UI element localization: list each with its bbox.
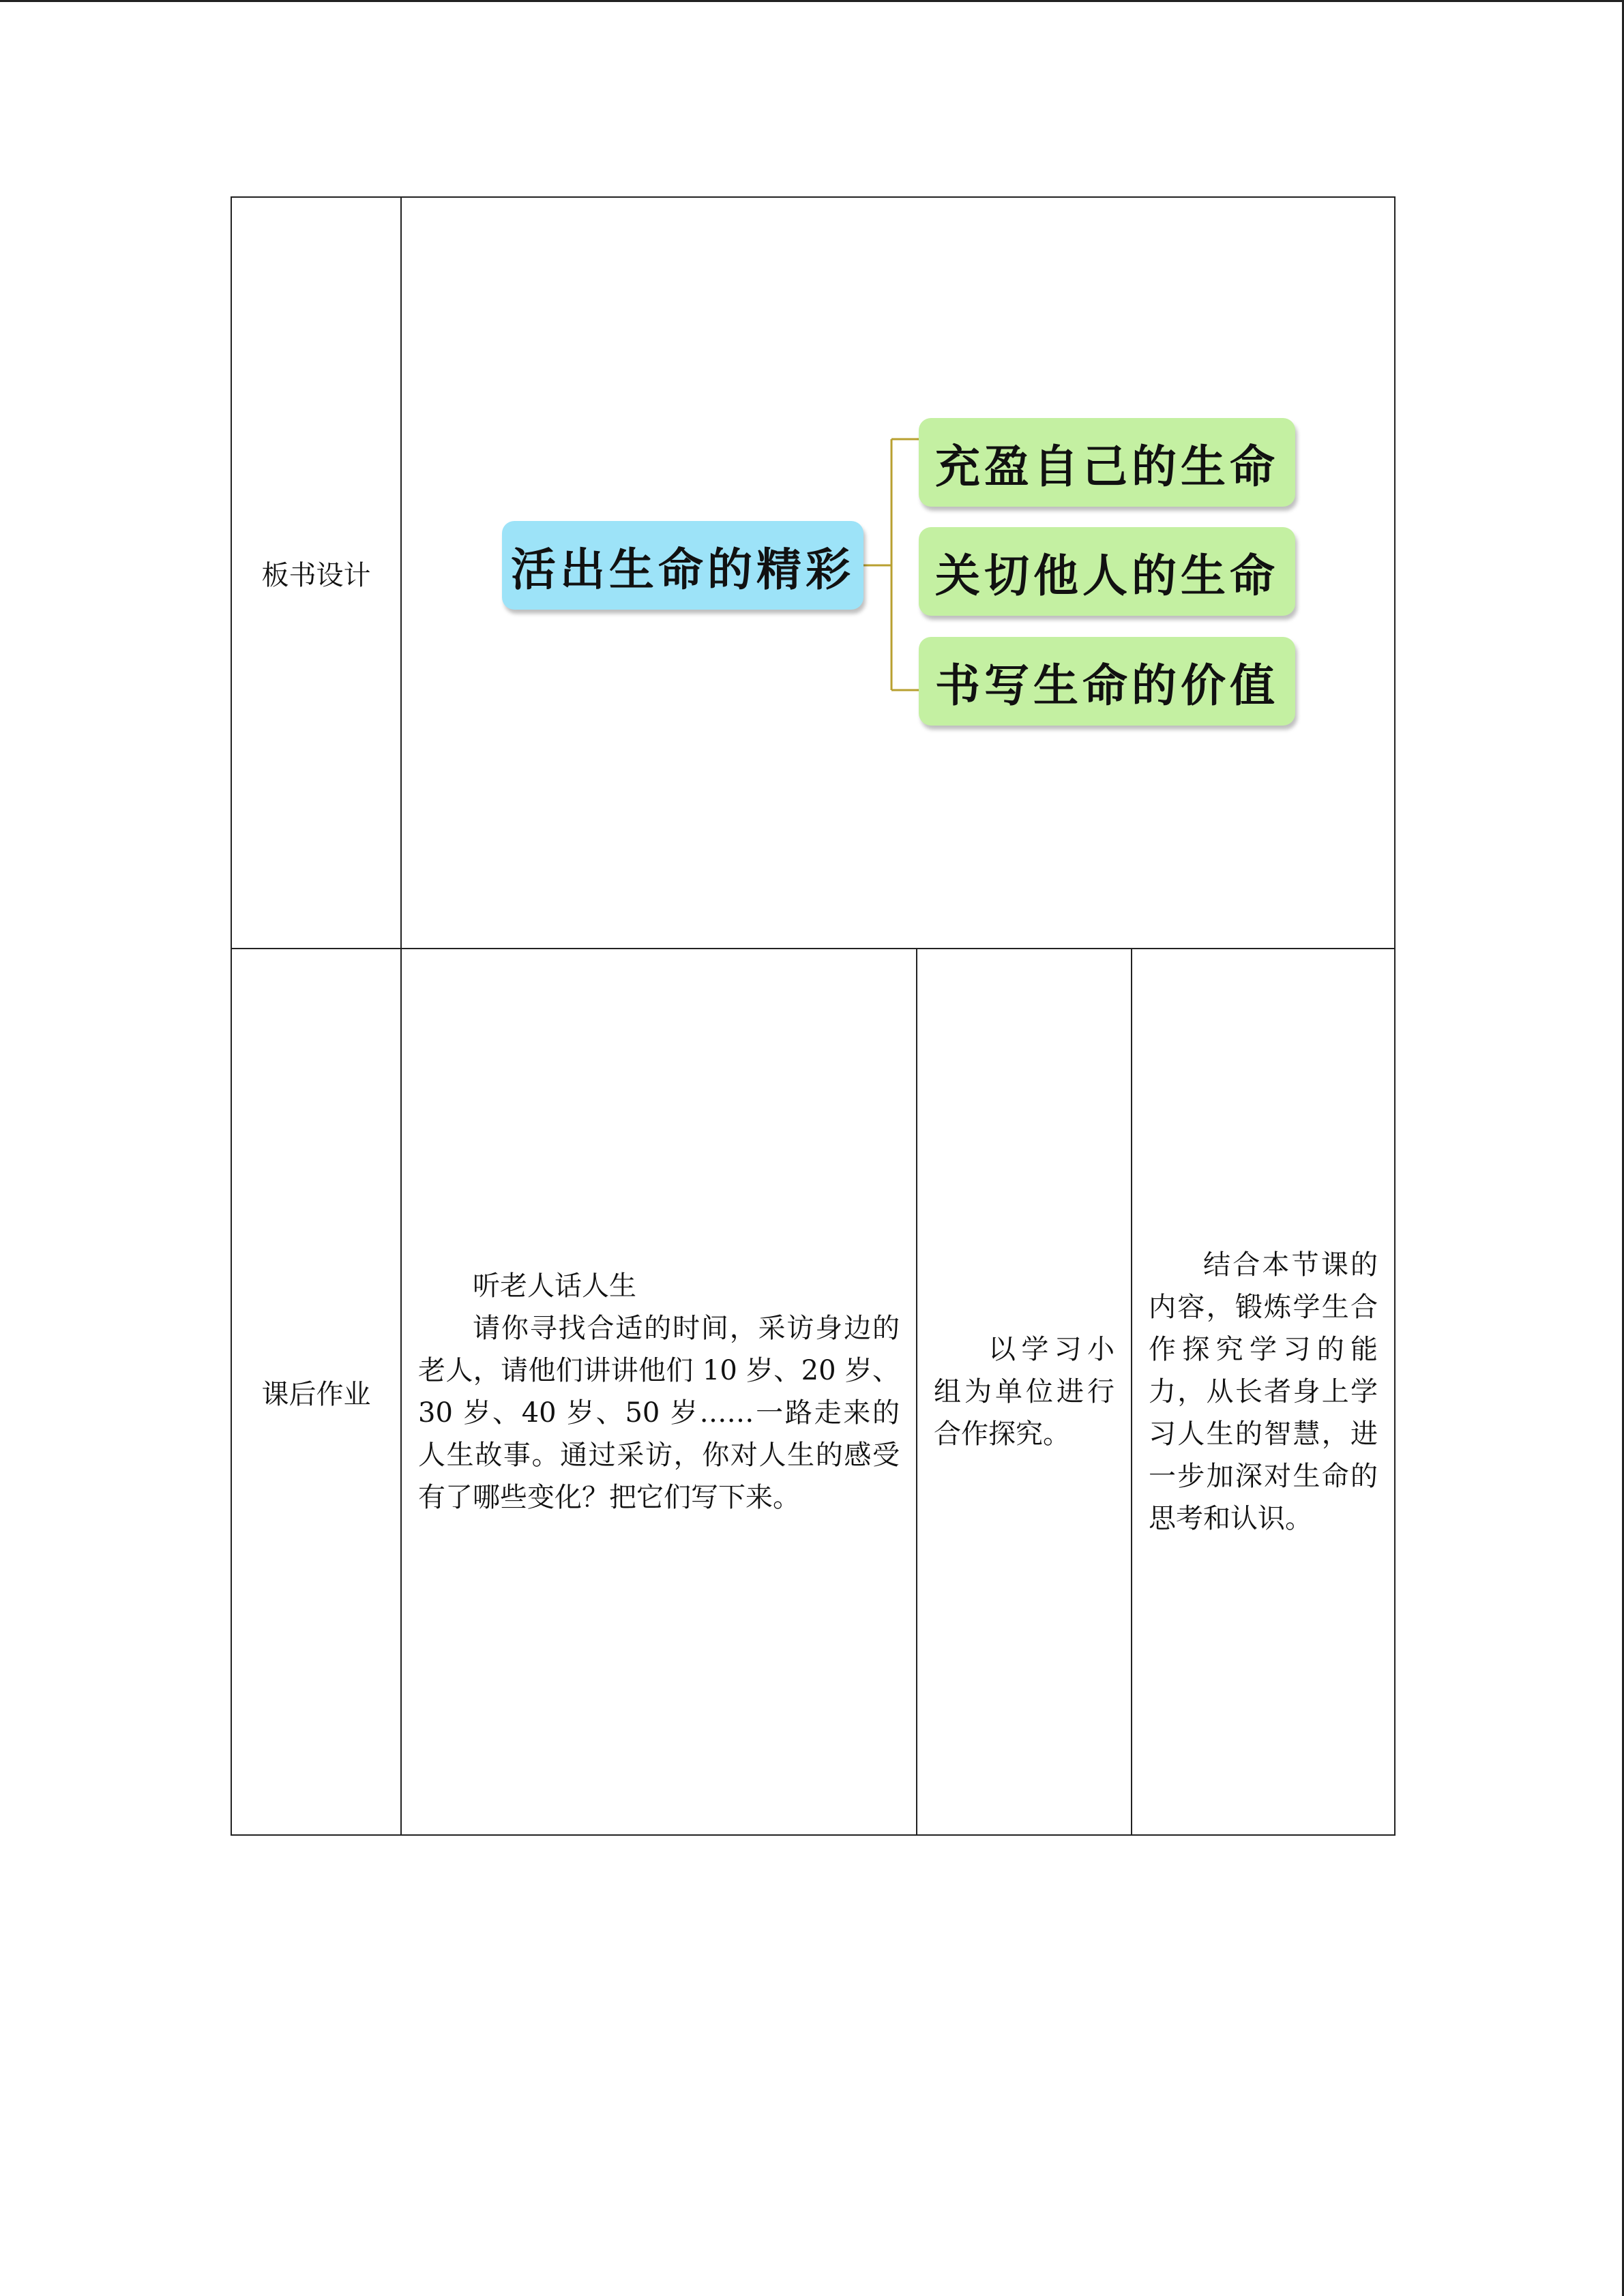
board-design-label: 板书设计 — [231, 197, 401, 949]
homework-purpose: 结合本节课的内容，锻炼学生合作探究学习的能力，从长者身上学习人生的智慧，进一步加深对生命的思考和认识。 — [1149, 1249, 1378, 1534]
mind-map-branch-2: 关切他人的生命 — [919, 527, 1295, 616]
mind-map-branch-1: 充盈自己的生命 — [919, 418, 1295, 507]
homework-purpose-cell — [1132, 949, 1395, 1835]
homework-row — [231, 949, 1395, 1835]
homework-method-cell — [917, 949, 1132, 1835]
homework-method: 以学习小组为单位进行合作探究。 — [934, 1334, 1114, 1450]
mind-map-root: 活出生命的精彩 — [502, 521, 863, 610]
page-edge-top — [0, 0, 1624, 2]
board-design-cell — [401, 197, 1395, 949]
mind-map-branch-3: 书写生命的价值 — [919, 637, 1295, 726]
homework-body: 请你寻找合适的时间，采访身边的老人，请他们讲讲他们 10 岁、20 岁、30 岁、40 岁、50 岁……一路走来的人生故事。通过采访，你对人生的感受有了哪些变化？把它们写下来。 — [418, 1313, 900, 1513]
homework-title: 听老人话人生 — [473, 1270, 636, 1302]
lesson-plan-table — [231, 196, 1396, 1836]
mind-map — [402, 198, 1394, 948]
homework-content-cell — [401, 949, 917, 1835]
homework-label: 课后作业 — [231, 949, 401, 1835]
board-design-row — [231, 197, 1395, 949]
